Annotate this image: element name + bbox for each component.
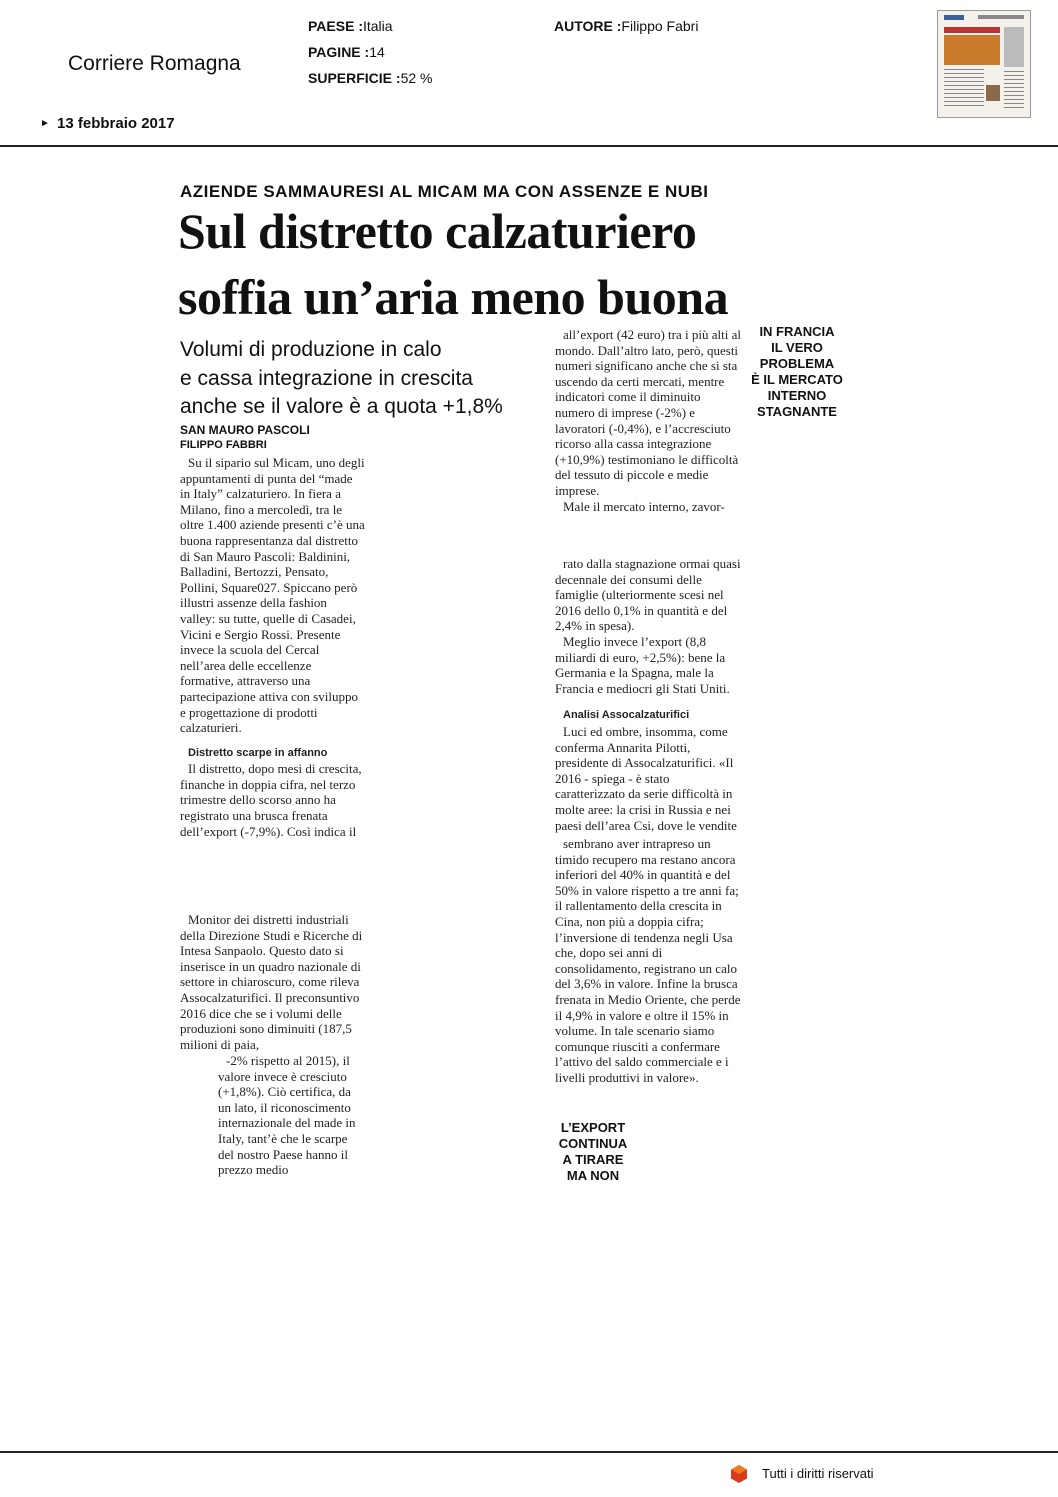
rights-notice: Tutti i diritti riservati [762,1466,874,1481]
superficie-value: 52 % [400,70,433,86]
autore-label: AUTORE : [554,18,622,34]
section-heading: Distretto scarpe in affanno [188,746,328,759]
outlet-name: Corriere Romagna [68,52,241,75]
headline-line-1: Sul distretto calzaturiero [178,203,697,259]
arrow-icon: ► [40,118,50,129]
column-1-middle [180,912,365,1052]
pagine-value: 14 [369,44,385,60]
paese-value: Italia [362,18,393,34]
headline-line-2: soffia un’aria meno buona [178,269,729,325]
byline-author: FILIPPO FABBRI [180,439,267,451]
body-paragraph: Luci ed ombre, insomma, come conferma Annarita Pilotti, presidente di Assocalzaturifici. «Il 2016 - spiega - è stato caratterizzato da serie difficoltà in molte aree: la crisi in Russia e nei paesi dell’area Csi, dove le vendite [555,723,737,833]
pull-quote-export [538,1120,648,1184]
pull-quote-line: IL VERO [771,340,823,355]
dateline-place: SAN MAURO PASCOLI [180,423,310,437]
pull-quote-line: INTERNO [767,388,827,403]
body-paragraph: Monitor dei distretti industriali della Direzione Studi e Ricerche di Intesa Sanpaolo. Questo dato si inserisce in un quadro nazionale di settore in chiaroscuro, come rileva Assocalzaturifici. Il preconsuntivo 2016 dice che se i volumi delle produzioni sono diminuiti (187,5 milioni di paia, [180,912,363,1052]
body-paragraph: Il distretto, dopo mesi di crescita, finanche in doppia cifra, nel terzo trimestre dello scorso anno ha registrato una brusca frenata dell’export (-7,9%). Così indica il [180,761,362,839]
bottom-rule [0,1451,1058,1453]
page-thumbnail [937,10,1031,118]
publication-date: 13 febbraio 2017 [57,115,175,132]
column-1-top [180,455,365,839]
paese-row [308,18,393,34]
pull-quote-line: STAGNANTE [757,404,837,419]
subhead-line-1: Volumi di produzione in calo [180,338,442,361]
column-2-top [555,327,741,514]
pull-quote-line: È IL MERCATO [751,372,843,387]
subhead-line-2: e cassa integrazione in crescita [180,367,473,390]
body-paragraph: all’export (42 euro) tra i più alti al mondo. Dall’altro lato, però, questi numeri significano anche che si sta uscendo da certi mercati, mentre indicatori come il diminuito numero di imprese (-2%) e lavoratori (-0,4%), e l’accresciuto ricorso alla cassa integrazione (+10,9%) testimoniano le difficoltà del tessuto di piccole e medie imprese. [555,327,741,498]
body-paragraph: sembrano aver intrapreso un timido recupero ma restano ancora inferiori del 40% in quantità e del 50% in valore rispetto a tre anni fa; il rallentamento della crescita in Cina, non più a doppia cifra; l’inversione di tendenza negli Usa che, dopo sei anni di consolidamento, registrano un calo del 3,6% in valore. Infine la brusca frenata in Medio Oriente, che perde il 4,9% in valore e oltre il 15% in volume. In tale scenario siamo comunque riusciti a confermare l’attivo del saldo commerciale e i livelli produttivi in valore». [555,836,741,1085]
article-kicker: AZIENDE SAMMAURESI AL MICAM MA CON ASSENZE E NUBI [180,182,709,201]
top-rule [0,145,1058,147]
pull-quote-line: IN FRANCIA [759,324,835,339]
column-2-middle [555,556,741,833]
pull-quote-line: L’EXPORT [560,1120,626,1135]
paese-label: PAESE : [308,18,363,34]
publisher-logo-icon [731,1465,747,1483]
column-1-bottom [218,1053,365,1178]
pull-quote-france [742,324,852,420]
body-paragraph: rato dalla stagnazione ormai quasi decennale dei consumi delle famiglie (ulteriormente scesi nel 2016 dello 0,1% in quantità e del 2,4% in spesa). [555,556,741,634]
superficie-label: SUPERFICIE : [308,70,401,86]
pagine-label: PAGINE : [308,44,370,60]
superficie-row [308,70,433,86]
body-paragraph: -2% rispetto al 2015), il valore invece è cresciuto (+1,8%). Ciò certifica, da un lato, il riconoscimento internazionale del made in Italy, tant’è che le scarpe del nostro Paese hanno il prezzo medio [218,1053,356,1178]
section-heading: Analisi Assocalzaturifici [563,709,690,722]
body-paragraph: Su il sipario sul Micam, uno degli appuntamenti di punta del “made in Italy” calzaturiero. In fiera a Milano, fino a mercoledì, tra le oltre 1.400 aziende presenti c’è una buona rappresentanza dal distretto di San Mauro Pascoli: Baldinini, Balladini, Bertozzi, Pensato, Pollini, Square027. Spiccano però illustri assenze della fashion valley: su tutte, quelle di Casadei, Vicini e Sergio Rossi. Presente invece la scuola del Cercal nell’area delle eccellenze formative, attraverso una partecipazione attiva con sviluppo e progettazione di prodotti calzaturieri. [180,455,365,736]
pull-quote-line: CONTINUA [558,1136,628,1151]
autore-row [554,18,698,34]
column-2-bottom [555,836,741,1086]
pull-quote-line: MA NON [566,1168,620,1183]
body-paragraph: Male il mercato interno, zavor- [563,498,725,514]
autore-value: Filippo Fabri [621,18,699,34]
pagine-row [308,44,385,60]
subhead-line-3: anche se il valore è a quota +1,8% [180,395,503,418]
pull-quote-line: PROBLEMA [759,356,835,371]
body-paragraph: Meglio invece l’export (8,8 miliardi di euro, +2,5%): bene la Germania e la Spagna, male la Francia e mediocri gli Stati Uniti. [555,633,730,696]
pull-quote-line: A TIRARE [562,1152,624,1167]
